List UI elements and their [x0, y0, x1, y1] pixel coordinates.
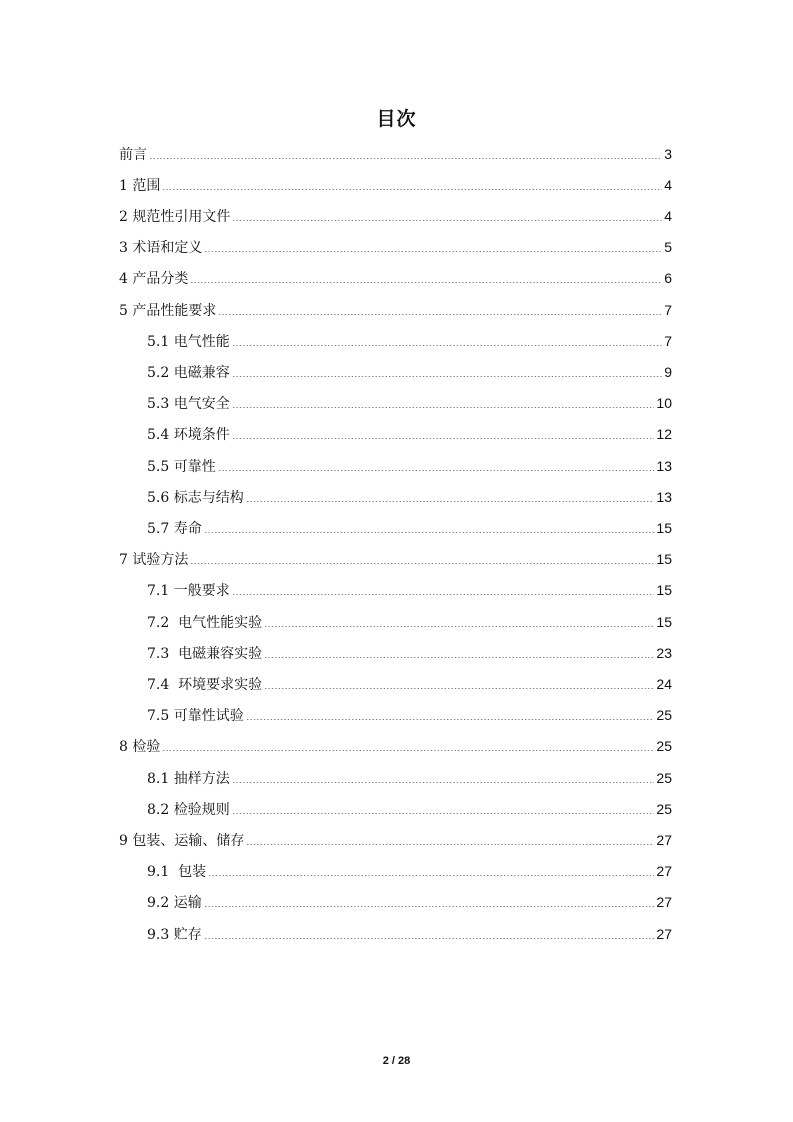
- toc-entry-page: 15: [656, 582, 672, 599]
- dot-leader: [204, 906, 655, 907]
- toc-entry-label: 7.1 一般要求: [147, 583, 230, 600]
- toc-entry[interactable]: [119, 294, 672, 325]
- toc-entry-label: 9 包装、运输、储存: [119, 832, 245, 849]
- toc-entry-label: 9.1 包装: [147, 864, 207, 881]
- dot-leader: [232, 220, 662, 221]
- toc-entry-page: 5: [664, 239, 672, 256]
- toc-entry-page: 7: [664, 301, 672, 318]
- toc-entry[interactable]: [147, 388, 672, 419]
- toc-entry-page: 23: [656, 644, 672, 661]
- toc-entry[interactable]: [147, 419, 672, 450]
- toc-entry[interactable]: [119, 263, 672, 294]
- dot-leader: [162, 189, 662, 190]
- toc-entry-label: 9.2 运输: [147, 895, 202, 912]
- toc-entry[interactable]: [119, 731, 672, 762]
- dot-leader: [246, 719, 655, 720]
- toc-entry-page: 24: [656, 675, 672, 692]
- toc-entry-label: 2 规范性引用文件: [119, 208, 231, 225]
- toc-entry[interactable]: [147, 793, 672, 824]
- toc-entry-label: 7 试验方法: [119, 552, 189, 569]
- toc-entry[interactable]: [147, 575, 672, 606]
- toc-entry-label: 7.3 电磁兼容实验: [147, 645, 263, 662]
- toc-entry-page: 15: [656, 551, 672, 568]
- toc-entry-label: 7.2 电气性能实验: [147, 614, 263, 631]
- dot-leader: [264, 657, 654, 658]
- toc-entry-page: 25: [656, 769, 672, 786]
- toc-entry-label: 1 范围: [119, 177, 161, 194]
- toc-entry-page: 7: [664, 332, 672, 349]
- dot-leader: [232, 345, 662, 346]
- dot-leader: [246, 844, 654, 845]
- toc-entry-label: 5 产品性能要求: [119, 302, 217, 319]
- toc-entry[interactable]: [119, 544, 672, 575]
- toc-entry[interactable]: [147, 325, 672, 356]
- toc-entry-page: 3: [664, 145, 672, 162]
- dot-leader: [232, 438, 655, 439]
- dot-leader: [232, 407, 655, 408]
- toc-entry[interactable]: [119, 169, 672, 200]
- dot-leader: [246, 501, 655, 502]
- toc-entry-page: 4: [664, 207, 672, 224]
- toc-entry[interactable]: [119, 232, 672, 263]
- toc-entry[interactable]: [147, 918, 672, 949]
- toc-entry-label: 7.5 可靠性试验: [147, 708, 244, 725]
- toc-entry[interactable]: [147, 856, 672, 887]
- toc-entry-page: 6: [664, 270, 672, 287]
- dot-leader: [232, 376, 662, 377]
- toc-entry-label: 5.6 标志与结构: [147, 489, 244, 506]
- dot-leader: [149, 158, 662, 159]
- toc-entry[interactable]: [147, 450, 672, 481]
- toc-entry-page: 9: [664, 363, 672, 380]
- toc-entry-label: 8 检验: [119, 739, 161, 756]
- toc-entry[interactable]: [119, 138, 672, 169]
- dot-leader: [204, 938, 655, 939]
- dot-leader: [218, 470, 655, 471]
- toc-entry[interactable]: [119, 824, 672, 855]
- toc-entry-page: 27: [656, 831, 672, 848]
- toc-entry[interactable]: [147, 762, 672, 793]
- dot-leader: [190, 282, 662, 283]
- toc-entry-page: 13: [656, 488, 672, 505]
- toc-entry-page: 4: [664, 176, 672, 193]
- dot-leader: [264, 626, 654, 627]
- toc-entry-page: 25: [656, 738, 672, 755]
- toc-entry[interactable]: [147, 481, 672, 512]
- toc-entry[interactable]: [147, 606, 672, 637]
- toc-entry[interactable]: [147, 637, 672, 668]
- dot-leader: [232, 594, 655, 595]
- toc-entry-label: 4 产品分类: [119, 271, 189, 288]
- toc-entry[interactable]: [147, 668, 672, 699]
- toc-entry[interactable]: [119, 200, 672, 231]
- dot-leader: [190, 563, 654, 564]
- toc-entry-page: 15: [656, 519, 672, 536]
- toc-entry-label: 5.5 可靠性: [147, 458, 216, 475]
- toc-entry[interactable]: [147, 887, 672, 918]
- toc-entry-page: 25: [656, 800, 672, 817]
- page-number-footer: 2 / 28: [382, 1055, 411, 1067]
- toc-entry-label: 5.3 电气安全: [147, 396, 230, 413]
- dot-leader: [232, 813, 655, 814]
- toc-entry-label: 前言: [119, 146, 147, 163]
- toc-entry-page: 25: [656, 707, 672, 724]
- toc-entry-label: 8.1 抽样方法: [147, 770, 230, 787]
- dot-leader: [232, 782, 655, 783]
- toc-entry[interactable]: [147, 356, 672, 387]
- toc-entry-page: 13: [656, 457, 672, 474]
- page-title: 目次: [376, 108, 417, 130]
- dot-leader: [204, 532, 655, 533]
- toc-entry-label: 9.3 贮存: [147, 926, 202, 943]
- toc-entry-page: 12: [656, 426, 672, 443]
- dot-leader: [204, 251, 662, 252]
- dot-leader: [264, 688, 654, 689]
- toc-entry-page: 10: [656, 395, 672, 412]
- dot-leader: [162, 750, 654, 751]
- toc-entry-page: 15: [656, 613, 672, 630]
- toc-entry-label: 5.2 电磁兼容: [147, 364, 230, 381]
- toc-entry-label: 3 术语和定义: [119, 240, 203, 257]
- toc-entry-label: 5.4 环境条件: [147, 427, 230, 444]
- toc-entry-label: 8.2 检验规则: [147, 801, 230, 818]
- dot-leader: [208, 875, 654, 876]
- toc-entry[interactable]: [147, 512, 672, 543]
- dot-leader: [218, 314, 662, 315]
- toc-entry-label: 7.4 环境要求实验: [147, 676, 263, 693]
- toc-entry-label: 5.1 电气性能: [147, 333, 230, 350]
- toc-entry-label: 5.7 寿命: [147, 520, 202, 537]
- toc-entry[interactable]: [147, 700, 672, 731]
- toc-entry-page: 27: [656, 925, 672, 942]
- toc-entry-page: 27: [656, 894, 672, 911]
- toc-entry-page: 27: [656, 863, 672, 880]
